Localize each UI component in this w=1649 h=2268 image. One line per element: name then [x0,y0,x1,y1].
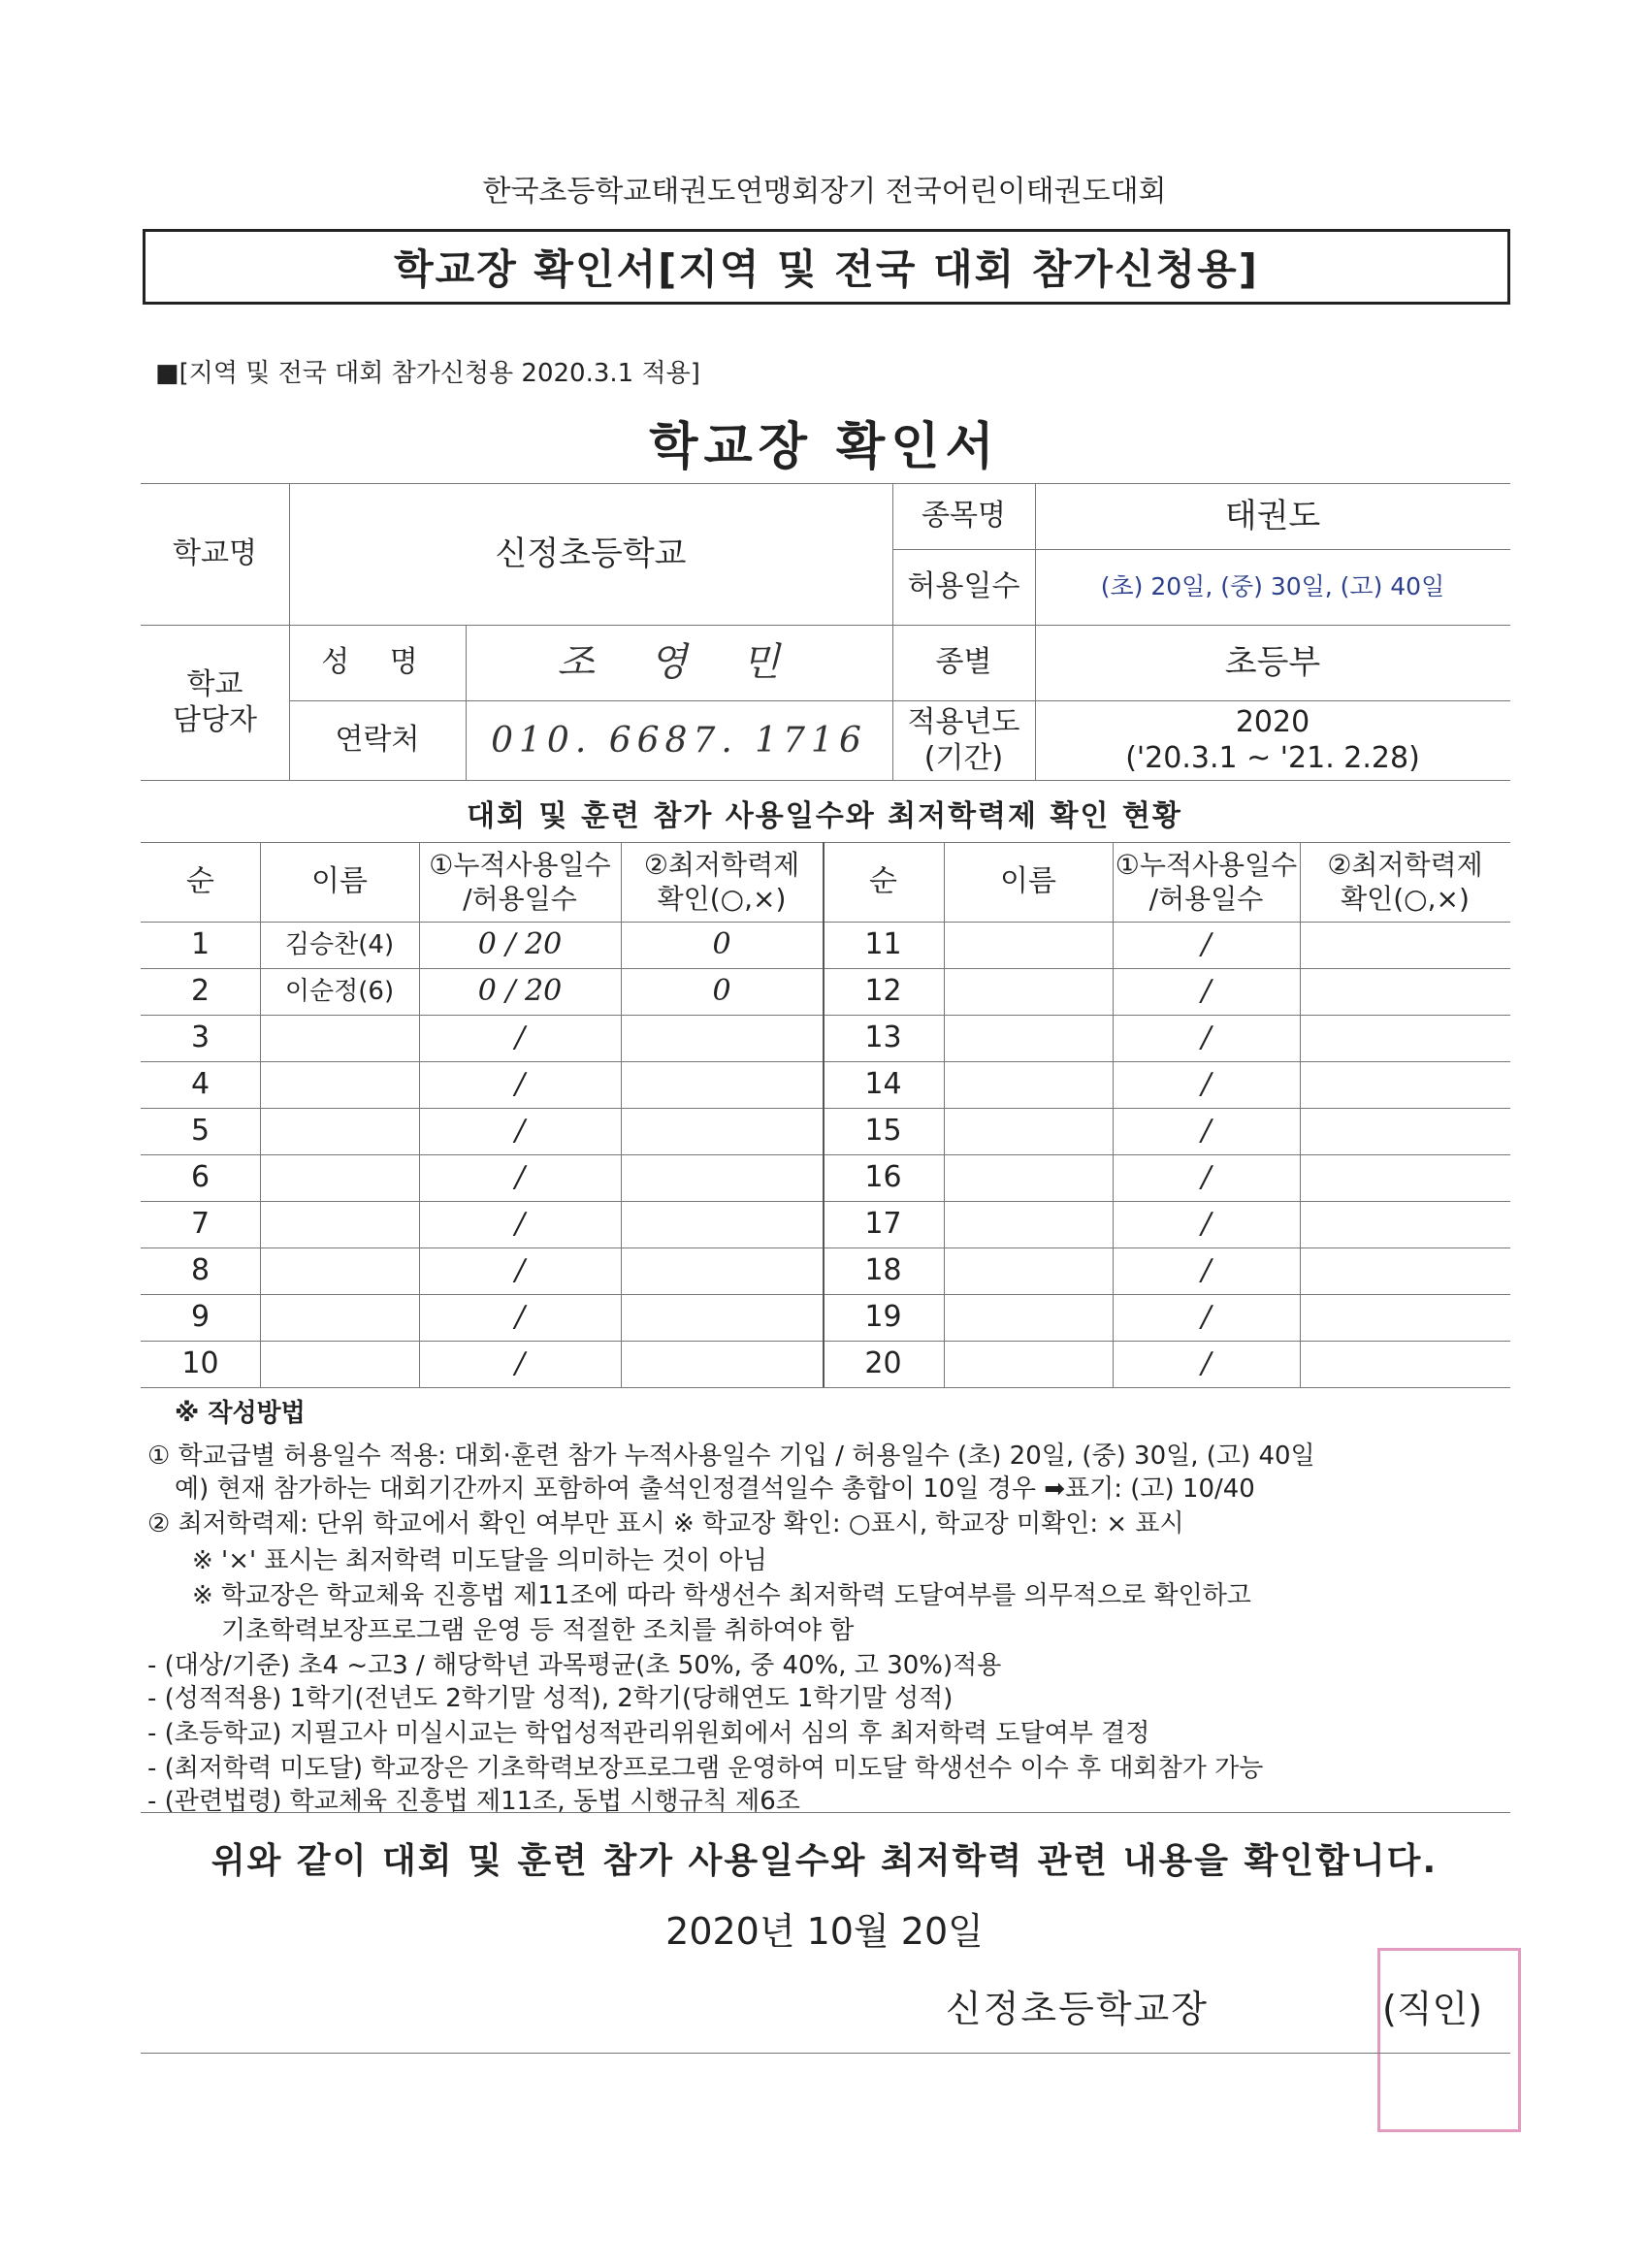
row-check [1300,1247,1510,1294]
note-line: ※ 학교장은 학교체육 진흥법 제11조에 따라 학생선수 최저학력 도달여부를 의무적으로 확인하고 [192,1581,1251,1610]
manager-name: 조 영 민 [557,640,801,685]
note-line: ※ 작성방법 [175,1399,306,1428]
row-check [621,1015,823,1061]
form-title-box [143,229,1510,305]
row-no: 13 [864,1021,902,1055]
note-line: 기초학력보장프로그램 운영 등 적절한 조치를 취하여야 함 [221,1616,855,1645]
row-check [1300,968,1510,1015]
row-no: 20 [864,1346,902,1381]
row-name [944,1294,1113,1341]
issue-date: 2020년 10월 20일 [665,1910,984,1953]
row-check [1300,1154,1510,1201]
row-check [621,1154,823,1201]
row-check [1300,1341,1510,1387]
row-name [260,1341,419,1387]
note-line: - (최저학력 미도달) 학교장은 기초학력보장프로그램 운영하여 미도달 학생선수 이수 후 대회참가 가능 [147,1754,1264,1783]
row-check [621,1247,823,1294]
row-name: 이순정(6) [284,976,395,1006]
row-no: 6 [190,1160,210,1195]
row-no: 2 [190,974,210,1009]
note-line: - (성적적용) 1학기(전년도 2학기말 성적), 2학기(당해연도 1학기말 성적) [147,1684,954,1713]
row-days: / [1201,1021,1212,1055]
row-name [260,1061,419,1108]
row-name [260,1247,419,1294]
row-name [260,1015,419,1061]
row-name [944,1061,1113,1108]
row-name [944,1154,1113,1201]
row-days: / [514,1021,526,1055]
col-check-header: ②최저학력제 확인(○,×) [1327,849,1483,915]
division-label: 종별 [935,645,992,680]
col-days-header: ①누적사용일수 /허용일수 [429,849,611,915]
row-no: 12 [864,974,902,1009]
row-name [944,1201,1113,1247]
row-check [1300,1061,1510,1108]
row-name [260,1294,419,1341]
note-line: 예) 현재 참가하는 대회기간까지 포함하여 출석인정결석일수 총합이 10일 경우 ➡표기: (고) 10/40 [175,1474,1255,1504]
row-check [1300,1201,1510,1247]
row-check [621,1108,823,1154]
confirm-statement: 위와 같이 대회 및 훈련 참가 사용일수와 최저학력 관련 내용을 확인합니다. [210,1841,1439,1881]
document-title: 학교장 확인서 [649,418,1000,476]
row-check: 0 [712,927,731,962]
row-days: 0 / 20 [477,974,563,1009]
row-no: 11 [864,927,902,962]
col-name-header: 이름 [1000,864,1056,899]
row-name [944,1247,1113,1294]
row-days: / [1201,1160,1212,1195]
row-name [260,1108,419,1154]
row-check [621,1061,823,1108]
row-no: 19 [864,1300,902,1335]
row-no: 14 [864,1067,902,1102]
year-label: 적용년도 (기간) [907,704,1020,775]
col-check-header: ②최저학력제 확인(○,×) [643,849,800,915]
col-no-header: 순 [869,864,897,899]
row-days: 0 / 20 [477,927,563,962]
row-check [621,1294,823,1341]
col-no-header: 순 [186,864,214,899]
row-no: 4 [190,1067,210,1102]
row-check: 0 [712,974,731,1009]
event-title: 한국초등학교태권도연맹회장기 전국어린이태권도대회 [482,175,1167,209]
row-days: / [1201,1300,1212,1335]
row-check [621,1341,823,1387]
row-days: / [1201,1067,1212,1102]
row-days: / [1201,1253,1212,1288]
row-no: 5 [190,1114,210,1149]
status-title: 대회 및 훈련 참가 사용일수와 최저학력제 확인 현황 [467,799,1182,833]
sport-label: 종목명 [922,499,1006,534]
days-label: 허용일수 [907,569,1020,604]
contact-label: 연락처 [335,723,420,758]
row-name [944,1015,1113,1061]
row-name [944,1108,1113,1154]
row-check [1300,922,1510,968]
form-title: 학교장 확인서[지역 및 전국 대회 참가신청용] [394,245,1259,293]
row-days: / [1201,1346,1212,1381]
row-check [1300,1015,1510,1061]
row-days: / [1201,1207,1212,1242]
year-value: 2020 ('20.3.1 ~ '21. 2.28) [1125,704,1420,775]
row-days: / [514,1160,526,1195]
row-days: / [514,1253,526,1288]
row-no: 1 [190,927,210,962]
row-days: / [514,1346,526,1381]
row-check [621,1201,823,1247]
note-line: - (대상/기준) 초4 ~고3 / 해당학년 과목평균(초 50%, 중 40%, 고 30%)적용 [147,1651,1002,1680]
name-label: 성 명 [321,645,434,680]
row-name: 김승찬(4) [284,929,395,959]
manager-label: 학교 담당자 [173,666,257,737]
principal-title: 신정초등학교장 [946,1988,1209,2030]
contact-value: 010. 6687. 1716 [491,720,867,761]
row-no: 7 [190,1207,210,1242]
note-line: ① 학교급별 허용일수 적용: 대회·훈련 참가 누적사용일수 기입 / 허용일수 (초) 20일, (중) 30일, (고) 40일 [147,1442,1315,1471]
row-name [944,1341,1113,1387]
row-no: 8 [190,1253,210,1288]
row-days: / [1201,927,1212,962]
row-no: 10 [181,1346,219,1381]
row-name [260,1154,419,1201]
form-notice: ■[지역 및 전국 대회 참가신청용 2020.3.1 적용] [155,359,700,388]
row-days: / [514,1300,526,1335]
seal-label: (직인) [1382,1988,1483,2030]
sport-value: 태권도 [1224,496,1321,535]
row-no: 16 [864,1160,902,1195]
row-check [1300,1108,1510,1154]
note-line: ② 최저학력제: 단위 학교에서 확인 여부만 표시 ※ 학교장 확인: ○표시, 학교장 미확인: × 표시 [147,1509,1184,1539]
row-no: 3 [190,1021,210,1055]
note-line: - (관련법령) 학교체육 진흥법 제11조, 동법 시행규칙 제6조 [147,1787,800,1816]
row-no: 9 [190,1300,210,1335]
row-days: / [514,1207,526,1242]
school-value: 신정초등학교 [495,534,687,573]
days-value: (초) 20일, (중) 30일, (고) 40일 [1100,572,1445,601]
row-no: 18 [864,1253,902,1288]
row-days: / [514,1067,526,1102]
row-no: 17 [864,1207,902,1242]
official-seal [1377,1948,1521,2132]
note-line: - (초등학교) 지필고사 미실시교는 학업성적관리위원회에서 심의 후 최저학력 도달여부 결정 [147,1719,1150,1748]
row-days: / [1201,974,1212,1009]
row-days: / [1201,1114,1212,1149]
division-value: 초등부 [1224,642,1321,682]
col-days-header: ①누적사용일수 /허용일수 [1115,849,1298,915]
row-check [1300,1294,1510,1341]
note-line: ※ '×' 표시는 최저학력 미도달을 의미하는 것이 아님 [192,1546,767,1575]
row-name [260,1201,419,1247]
row-name [944,968,1113,1015]
row-no: 15 [864,1114,902,1149]
row-name [944,922,1113,968]
row-days: / [514,1114,526,1149]
col-name-header: 이름 [311,864,368,899]
school-label: 학교명 [173,536,257,571]
